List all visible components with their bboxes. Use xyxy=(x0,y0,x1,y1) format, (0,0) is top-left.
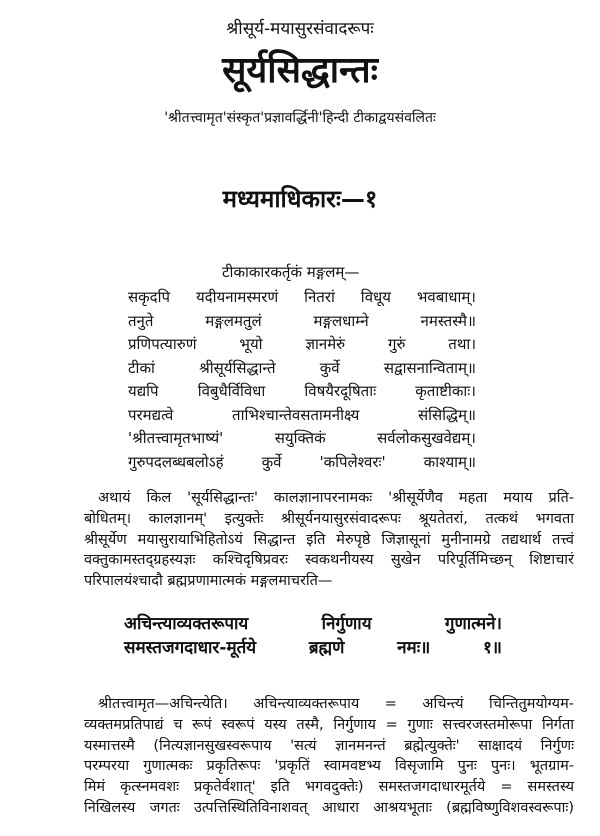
verse-line: 'श्रीतत्त्वामृतभाष्यं' सयुक्तिकं सर्वलोकसुखवेद्यम्। xyxy=(128,429,476,447)
verse-line: गुरुपदलब्धबलोऽहं कुर्वे 'कपिलेश्वरः' काश्याम्॥ xyxy=(128,452,476,471)
commentary-line: परम्परया गुणात्मकः प्रकृतिरूपः 'प्रकृतिं स्वामवष्टभ्य विसृजामि पुनः पुनः। भूतग्राम- xyxy=(84,758,574,775)
commentary-line: मिमं कृत्स्नमवशः प्रकृतेर्वशात्' इति भगवदुक्तेः) समस्तजगदाधारमूर्तये = समस्तस्य xyxy=(84,779,574,796)
commentary-line: श्रीसूर्येण मयासुरायाभिहितोऽयं सिद्धान्त इति मेरुपृष्ठे जिज्ञासूनां मुनीनामग्रे तद्यथार्थ तत्त्वं xyxy=(84,531,574,548)
mantra-verse-2 xyxy=(124,636,502,660)
commentary-line: निखिलस्य जगतः उत्पत्तिस्थितिविनाशवत् आधारा आश्रयभूताः (ब्रह्मविष्णुविशवस्वरूपाः) xyxy=(84,799,574,816)
commentary-line: अथायं किल 'सूर्यसिद्धान्तः' कालज्ञानापरनामकः 'श्रीसूर्येणैव महता मयाय प्रति- xyxy=(98,490,574,506)
commentary-line: व्यक्तमप्रतिपाद्यं च रूपं स्वरूपं यस्य तस्मै, निर्गुणाय = गुणाः सत्त्वरजस्तमोरूपा निर्गता xyxy=(84,716,574,733)
invocation-heading: टीकाकारकर्तृकं मङ्गलम्— xyxy=(222,263,360,281)
book-description: 'श्रीतत्त्वामृत'संस्कृत'प्रज्ञावर्द्धिनी'हिन्दी टीकाद्वयसंवलितः xyxy=(164,110,436,126)
mantra-verse-1 xyxy=(124,612,502,636)
invocation-verses xyxy=(128,286,476,474)
book-subtitle: श्रीसूर्य-मयासुरसंवादरूपः xyxy=(226,19,374,39)
verse-line: सकृदपि यदीयनामस्मरणं नितरां विधूय भवबाधाम्। xyxy=(128,288,476,306)
commentary-line: परिपालयंश्चादौ ब्रह्मप्रणामात्मकं मङ्गलमाचरति— xyxy=(84,573,333,590)
verse-line: प्रणिपत्यारुणं भूयो ज्ञानमेरुं गुरुं तथा। xyxy=(128,335,476,353)
verse-line: तनुते मङ्गलमतुलं मङ्गलधाम्ने नमस्तस्मै॥ xyxy=(128,311,476,330)
book-title: सूर्यसिद्धान्तः xyxy=(222,50,378,91)
commentary-line: श्रीतत्त्वामृत—अचिन्त्येति। अचिन्त्याव्यक्तरूपाय = अचिन्त्यं चिन्तितुमयोग्यम- xyxy=(98,696,574,712)
verse-line: परमद्यत्वे ताभिश्चान्तेवसतामनीक्ष्य संसिद्धिम्॥ xyxy=(128,405,476,424)
commentary-line: यस्मात्तस्मै (नित्यज्ञानसुखस्वरूपाय 'सत्यं ज्ञानमनन्तं ब्रह्मेत्युक्तेः' साक्षादयं निर्गुणः xyxy=(84,737,574,754)
commentary-intro xyxy=(84,488,574,592)
commentary-line: बोधितम्। कालज्ञानम्' इत्युक्तेः श्रीसूर्यनयासुरसंवादरूपः श्रूयतेतरां, तत्कथं भगवता xyxy=(84,510,574,527)
verse-line: टीकां श्रीसूर्यसिद्धान्ते कुर्वे सद्वासनान्विताम्॥ xyxy=(128,358,476,377)
mantra-line: अचिन्त्याव्यक्तरूपाय निर्गुणाय गुणात्मने। xyxy=(124,614,502,634)
commentary-main xyxy=(84,694,574,819)
mantra-line: समस्तजगदाधार-मूर्तये ब्रह्मणे नमः॥ १॥ xyxy=(124,638,502,658)
chapter-heading: मध्यमाधिकारः—१ xyxy=(222,185,378,213)
commentary-line: वक्तुकामस्तद्ग्रहस्यज्ञः कश्चिदृषिप्रवरः स्वकथनीयस्य सुखेन परिपूर्तिमिच्छन् शिष्टाचारं xyxy=(84,552,574,569)
verse-line: यद्यपि विबुधैर्विविधा विषयैरदूषिताः कृताष्टीकाः। xyxy=(128,382,476,400)
